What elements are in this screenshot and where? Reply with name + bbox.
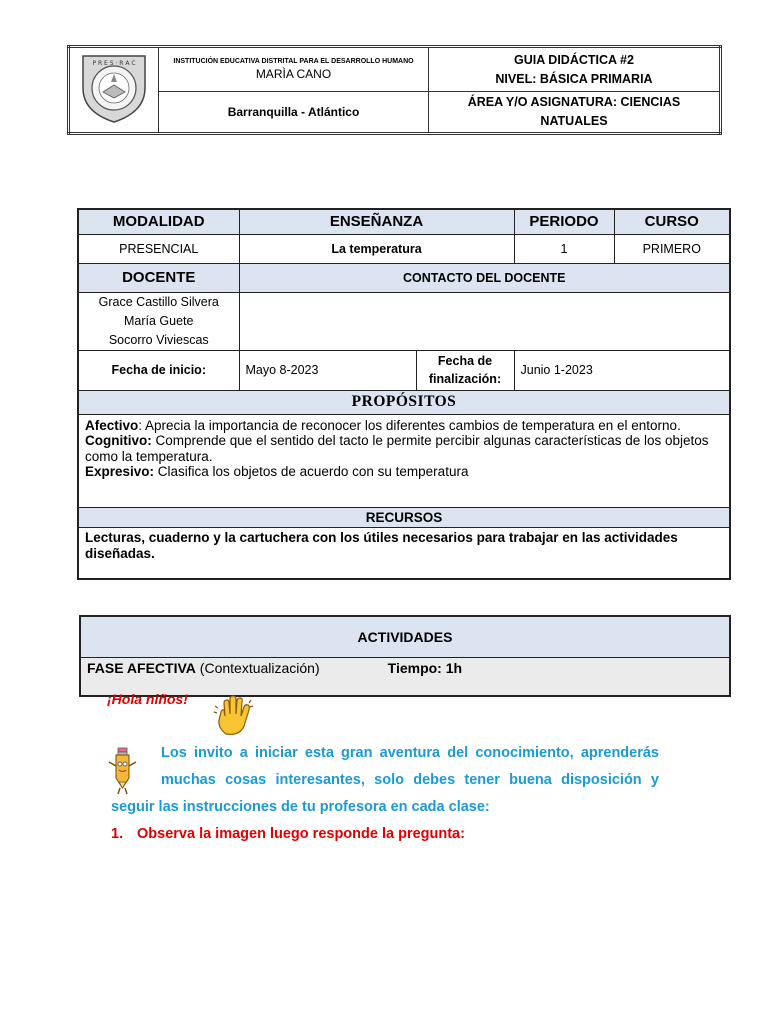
header-table: [67, 45, 722, 135]
cognitivo-line: [85, 433, 723, 464]
step-number: 1.: [111, 826, 124, 842]
level-label: NIVEL: BÁSICA PRIMARIA: [495, 71, 653, 86]
recursos-title: RECURSOS: [78, 507, 730, 527]
expresivo-line: [85, 464, 723, 480]
guide-title: GUIA DIDÁCTICA #2: [514, 52, 634, 67]
fecha-inicio-value: Mayo 8-2023: [239, 350, 416, 390]
actividades-title: ACTIVIDADES: [80, 616, 730, 658]
curso-value: PRIMERO: [614, 234, 730, 263]
fase-label: FASE AFECTIVA: [87, 660, 196, 676]
cognitivo-label: Cognitivo:: [85, 433, 152, 448]
col-modalidad: MODALIDAD: [78, 209, 239, 234]
fecha-fin-label: Fecha de finalización:: [416, 350, 514, 390]
area-label: ÁREA Y/O ASIGNATURA: CIENCIAS NATUALES: [429, 92, 721, 134]
intro-line: Los invito a iniciar esta gran aventura del conocimiento, aprenderás: [161, 745, 659, 761]
intro-paragraph: [111, 740, 659, 821]
docente-name: María Guete: [124, 313, 194, 328]
intro-line: muchas cosas interesantes, solo debes tener buena disposición y: [161, 772, 659, 788]
guide-cell: [429, 47, 721, 92]
ensenanza-value: La temperatura: [239, 234, 514, 263]
contacto-value: [239, 292, 730, 350]
expresivo-label: Expresivo:: [85, 464, 155, 479]
propositos-title: PROPÓSITOS: [78, 390, 730, 414]
institution-name: MARÌA CANO: [255, 67, 332, 81]
expresivo-text: Clasifica los objetos de acuerdo con su temperatura: [154, 464, 469, 479]
recursos-text: Lecturas, cuaderno y la cartuchera con los útiles necesarios para trabajar en las actividades diseñadas.: [78, 527, 730, 579]
afectivo-text: : Aprecia la importancia de reconocer los diferentes cambios de temperatura en el entorno.: [138, 417, 681, 433]
step-1: [111, 826, 465, 842]
propositos-body: [78, 414, 730, 507]
afectivo-label: Afectivo: [85, 417, 139, 433]
school-seal-logo: [77, 52, 151, 124]
intro-line: seguir las instrucciones de tu profesora en cada clase:: [111, 799, 490, 815]
contacto-label: CONTACTO DEL DOCENTE: [239, 263, 730, 292]
activities-table: [79, 615, 731, 697]
docentes-cell: [78, 292, 239, 350]
col-ensenanza: ENSEÑANZA: [239, 209, 514, 234]
fase-sub: (Contextualización): [195, 660, 320, 676]
city-label: Barranquilla - Atlántico: [159, 92, 429, 134]
docente-name: Grace Castillo Silvera: [98, 294, 219, 309]
institution-cell: [159, 47, 429, 92]
waving-hand-icon: [212, 694, 256, 738]
svg-text:P R E S · R A C: P R E S · R A C: [92, 59, 136, 67]
fecha-inicio-label: Fecha de inicio:: [78, 350, 239, 390]
docente-label: DOCENTE: [78, 263, 239, 292]
afectivo-line: [85, 418, 723, 434]
tiempo-label: Tiempo: 1h: [387, 660, 463, 676]
course-info-table: [77, 208, 731, 580]
docente-name: Socorro Viviescas: [108, 332, 209, 347]
modalidad-value: PRESENCIAL: [78, 234, 239, 263]
cognitivo-text: Comprende que el sentido del tacto le permite percibir algunas características de los objetos como la temperatura.: [85, 433, 709, 464]
fecha-fin-value: Junio 1-2023: [514, 350, 730, 390]
step-text: Observa la imagen luego responde la pregunta:: [137, 826, 465, 842]
periodo-value: 1: [514, 234, 614, 263]
col-periodo: PERIODO: [514, 209, 614, 234]
greeting-text: ¡Hola niños!: [107, 691, 188, 707]
col-curso: CURSO: [614, 209, 730, 234]
institution-subtitle: INSTITUCIÓN EDUCATIVA DISTRITAL PARA EL DESARROLLO HUMANO: [173, 58, 414, 65]
logo-cell: [69, 47, 159, 134]
